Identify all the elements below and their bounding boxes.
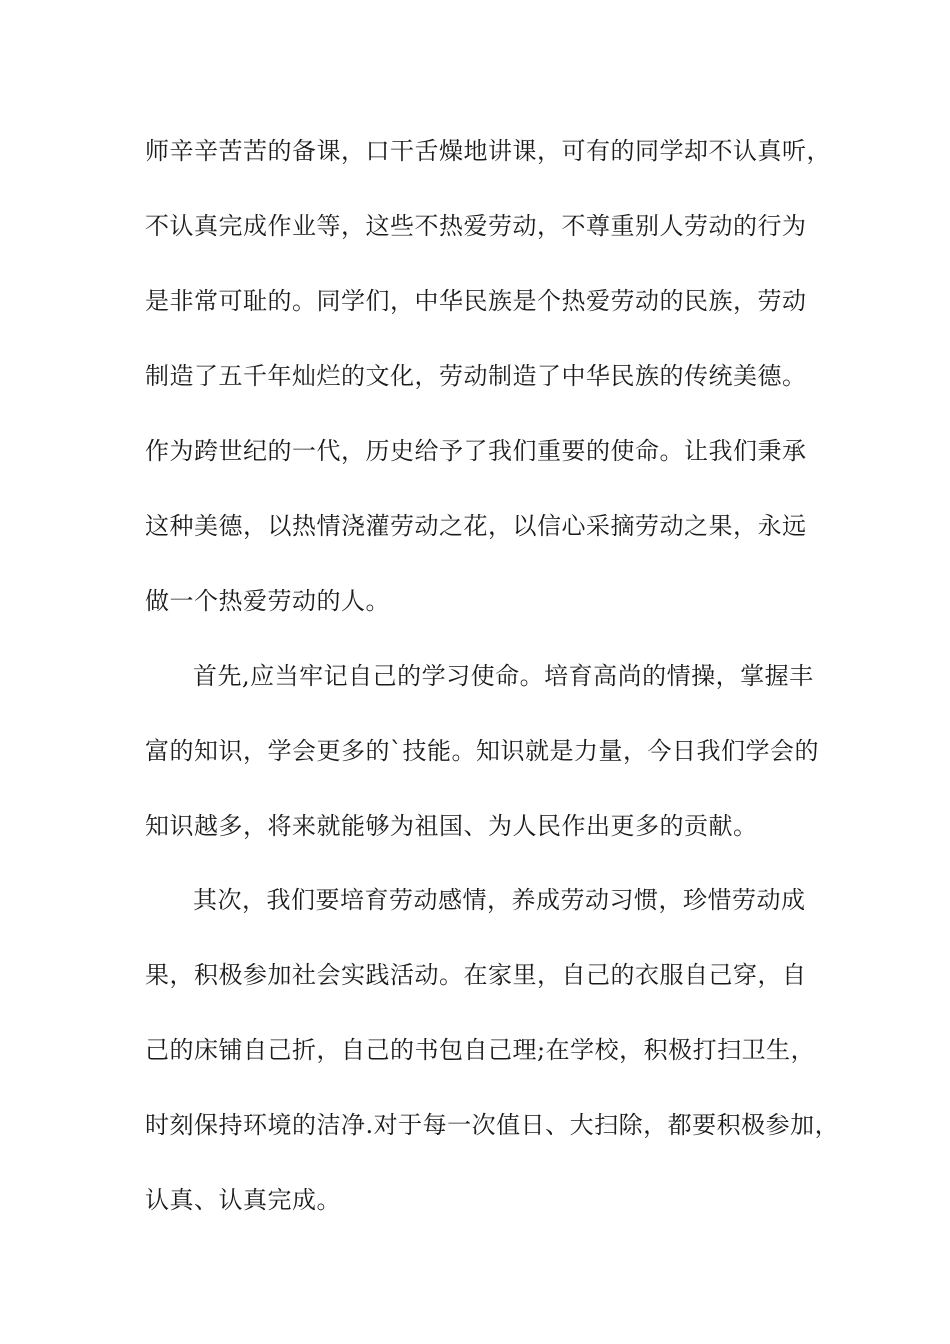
paragraph-line: 认真、认真完成。 xyxy=(145,1186,341,1214)
paragraph-line: 作为跨世纪的一代，历史给予了我们重要的使命。让我们秉承 xyxy=(145,437,807,465)
paragraph-line: 不认真完成作业等，这些不热爱劳动，不尊重别人劳动的行为 xyxy=(145,212,807,240)
paragraph-line: 果，积极参加社会实践活动。在家里，自己的衣服自己穿，自 xyxy=(145,961,807,989)
paragraph-line: 是非常可耻的。同学们，中华民族是个热爱劳动的民族，劳动 xyxy=(145,287,807,315)
paragraph-line: 其次，我们要培育劳动感情，养成劳动习惯，珍惜劳动成 xyxy=(193,886,806,914)
paragraph-line: 时刻保持环境的洁净.对于每一次值日、大扫除，都要积极参加， xyxy=(145,1111,840,1139)
paragraph-line: 首先,应当牢记自己的学习使命。培育高尚的情操，掌握丰 xyxy=(193,662,814,690)
paragraph-line: 这种美德，以热情浇灌劳动之花，以信心采摘劳动之果，永远 xyxy=(145,512,807,540)
paragraph-line: 制造了五千年灿烂的文化，劳动制造了中华民族的传统美德。 xyxy=(145,362,807,390)
paragraph-line: 富的知识，学会更多的`技能。知识就是力量，今日我们学会的 xyxy=(145,737,819,765)
paragraph-line: 做一个热爱劳动的人。 xyxy=(145,587,390,615)
paragraph-line: 己的床铺自己折，自己的书包自己理;在学校，积极打扫卫生， xyxy=(145,1036,816,1064)
paragraph-line: 知识越多，将来就能够为祖国、为人民作出更多的贡献。 xyxy=(145,812,758,840)
paragraph-line: 师辛辛苦苦的备课，口干舌燥地讲课，可有的同学却不认真听， xyxy=(145,137,831,165)
